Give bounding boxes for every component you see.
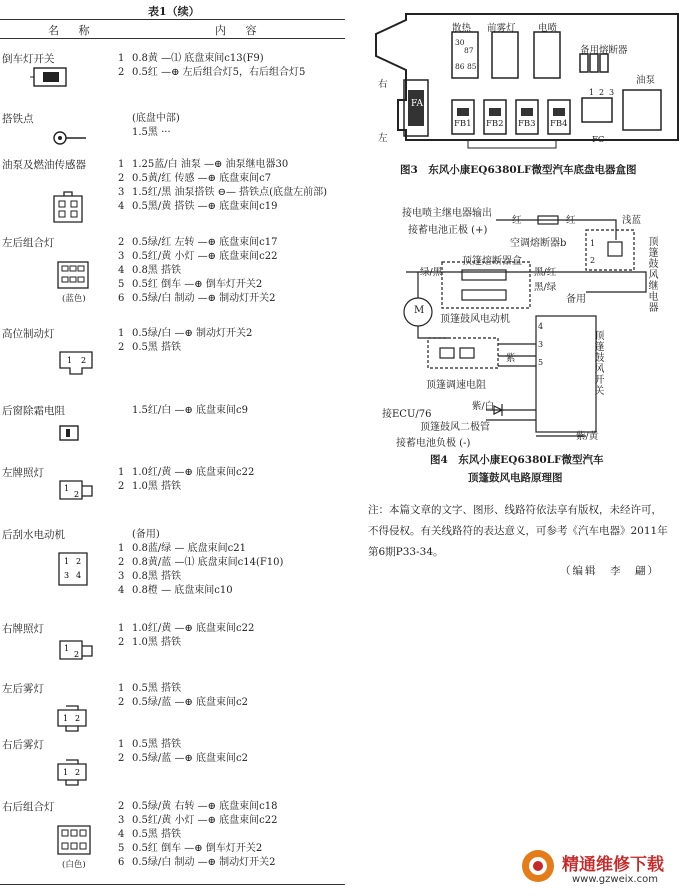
fig3-label-efi: 电喷 <box>538 23 558 34</box>
wire-description: 0.8黄 —⑴ 底盘束间c13(F9) <box>132 53 264 64</box>
pin-number: 4 <box>118 829 125 840</box>
fig3-pin-86: 86 <box>455 62 465 71</box>
wire-description: 1.0红/黄 —⊕ 底盘束间c22 <box>132 467 255 478</box>
connector-right-rear-fog <box>54 758 90 788</box>
row-content <box>118 622 254 650</box>
content-line <box>118 752 248 766</box>
content-line <box>118 682 248 696</box>
fig3-label-fb1: FB1 <box>454 119 472 129</box>
wire-description: 0.5黑 搭铁 <box>132 342 182 353</box>
connector-color-white: (白色) <box>62 860 86 870</box>
fig3-label-front-fog: 前雾灯 <box>487 23 516 34</box>
row-content <box>118 466 254 494</box>
row-name: 高位制动灯 <box>2 328 55 340</box>
fig4-fusebox-label: 顶篷熔断器盒 <box>462 256 522 267</box>
content-line <box>118 186 327 200</box>
content-line <box>118 341 252 355</box>
pin-number: 2 <box>118 481 125 492</box>
pin-number: 1 <box>118 159 125 170</box>
wire-description: 0.5绿/红 左转 —⊕ 底盘束间c17 <box>132 237 278 248</box>
row-name: 倒车灯开关 <box>2 53 55 65</box>
wire-description: 0.5红/黄 小灯 —⊕ 底盘束间c22 <box>132 251 278 262</box>
fig4-pin-5: 5 <box>538 358 544 367</box>
pin-number: 5 <box>118 843 125 854</box>
col-header-content: 内 容 <box>215 24 265 37</box>
svg-text:2: 2 <box>75 768 81 777</box>
content-line <box>118 172 327 186</box>
wire-description: 0.8蓝/绿 — 底盘束间c21 <box>132 543 246 554</box>
row-content <box>118 682 248 710</box>
fig4-pin-1: 1 <box>590 239 596 248</box>
pin-number: 2 <box>118 173 125 184</box>
fig3-fc-pin3: 3 <box>609 88 615 97</box>
svg-text:1: 1 <box>64 644 70 653</box>
svg-text:1: 1 <box>64 557 70 566</box>
fig4-black-green: 黑/绿 <box>534 282 557 293</box>
wire-description: 0.5黑/黄 搭铁 —⊕ 底盘束间c19 <box>132 201 278 212</box>
pin-number: 3 <box>118 251 125 262</box>
connector-left-rear-combo <box>56 260 92 290</box>
fig3-label-fb4: FB4 <box>550 119 568 129</box>
fig4-resistor-label: 顶篷调速电阻 <box>426 380 486 391</box>
pin-number: 2 <box>118 637 125 648</box>
wire-description: 0.5黑 搭铁 <box>132 829 182 840</box>
connector-color-blue: (蓝色) <box>62 294 86 304</box>
wire-description: (备用) <box>132 529 160 540</box>
fig4-red-2: 红 <box>566 215 576 226</box>
row-content <box>118 112 180 140</box>
wire-description: 0.5红 倒车 —⊕ 倒车灯开关2 <box>132 843 263 854</box>
fig4-purple: 紫 <box>506 353 516 364</box>
fig4-motor-label: 顶篷鼓风电动机 <box>440 314 510 325</box>
pin-number: 1 <box>118 623 125 634</box>
fig4-green-black: 绿/黑 <box>420 267 443 278</box>
pin-number: 5 <box>118 279 125 290</box>
wire-description: (底盘中部) <box>132 113 180 124</box>
connector-reverse-switch <box>30 65 74 91</box>
fig4-motor-m: M <box>414 305 425 316</box>
fig4-relay-label: 顶篷鼓风继电器 <box>646 236 657 313</box>
fig4-main-relay-label: 接电喷主继电器输出 <box>402 208 492 219</box>
content-line <box>118 556 283 570</box>
fig3-label-radiator: 散热 <box>452 23 472 34</box>
connector-left-license <box>58 478 102 504</box>
fig4-switch-label: 顶篷鼓风开关 <box>592 330 603 396</box>
wire-description: 1.5红/白 —⊕ 底盘束间c9 <box>132 405 248 416</box>
fig3-label-fuel-pump: 油泵 <box>636 75 656 86</box>
row-content <box>118 528 283 598</box>
row-name: 左牌照灯 <box>2 467 44 479</box>
content-line <box>118 250 278 264</box>
pin-number: 2 <box>118 801 125 812</box>
pin-number: 2 <box>118 557 125 568</box>
fig4-pin-4: 4 <box>538 322 544 331</box>
wire-description: 0.5绿/黄 右转 —⊕ 底盘束间c18 <box>132 801 278 812</box>
row-name: 右后组合灯 <box>2 801 55 813</box>
pin-number: 1 <box>118 467 125 478</box>
pin-number: 1 <box>118 683 125 694</box>
fig4-diode-label: 顶篷鼓风二极管 <box>420 422 490 433</box>
content-line <box>118 542 283 556</box>
fig4-red-1: 红 <box>512 215 522 226</box>
fig4-batt-pos-label: 接蓄电池正极 (+) <box>408 225 488 236</box>
connector-right-rear-combo <box>54 822 94 860</box>
connector-high-brake <box>56 348 96 378</box>
content-line <box>118 814 278 828</box>
content-line <box>118 842 278 856</box>
fig3-caption: 图3 东风小康EQ6380LF微型汽车底盘电器盒图 <box>400 164 637 176</box>
svg-text:2: 2 <box>74 650 80 659</box>
fig4-purple-yellow: 紫/黄 <box>576 431 599 442</box>
wire-description: 0.8黑 搭铁 <box>132 265 182 276</box>
wire-description: 0.5黄/红 传感 —⊕ 底盘束间c7 <box>132 173 272 184</box>
content-line <box>118 52 305 66</box>
col-header-name: 名 称 <box>48 24 98 37</box>
content-line <box>118 528 283 542</box>
row-name: 左后雾灯 <box>2 683 44 695</box>
content-line <box>118 404 248 418</box>
row-name: 左后组合灯 <box>2 237 55 249</box>
wire-description: 0.5绿/蓝 —⊕ 底盘束间c2 <box>132 753 248 764</box>
fig4-spare-label: 备用 <box>566 294 586 305</box>
content-line <box>118 480 254 494</box>
pin-number: 1 <box>118 543 125 554</box>
content-line <box>118 327 252 341</box>
svg-text:3: 3 <box>64 571 70 580</box>
wire-description: 0.5红 倒车 —⊕ 倒车灯开关2 <box>132 279 263 290</box>
pin-number: 3 <box>118 187 125 198</box>
content-line <box>118 466 254 480</box>
fig3-label-left: 左 <box>378 133 388 144</box>
wire-description: 1.25蓝/白 油泵 —⊕ 油泵继电器30 <box>132 159 289 170</box>
content-line <box>118 570 283 584</box>
pin-number: 2 <box>118 67 125 78</box>
pin-number: 4 <box>118 201 125 212</box>
pin-number: 2 <box>118 753 125 764</box>
wire-description: 1.5红/黑 油泵搭铁 ⊖— 搭铁点(底盘左前部) <box>132 187 327 198</box>
wire-description: 0.5红 —⊕ 左后组合灯5，右后组合灯5 <box>132 67 306 78</box>
fig3-label-fc: FC <box>592 135 605 145</box>
wire-description: 0.5绿/白 制动 —⊕ 制动灯开关2 <box>132 293 276 304</box>
row-name: 油泵及燃油传感器 <box>2 159 86 171</box>
fig3-label-fa: FA <box>411 99 423 109</box>
editor-credit: （编辑 李 翩） <box>560 565 660 577</box>
content-line <box>118 236 278 250</box>
row-name: 后刮水电动机 <box>2 529 65 541</box>
fig4-caption: 图4 东风小康EQ6380LF微型汽车 <box>430 454 604 466</box>
wire-description: 0.8黄/蓝 —⑴ 底盘束间c14(F10) <box>132 557 284 568</box>
pin-number: 3 <box>118 571 125 582</box>
fig4-purple-white: 紫/白 <box>472 401 495 412</box>
pin-number: 6 <box>118 857 125 868</box>
content-line <box>118 292 278 306</box>
content-line <box>118 126 180 140</box>
wire-description: 0.5绿/白 制动 —⊕ 制动灯开关2 <box>132 857 276 868</box>
svg-text:2: 2 <box>74 490 80 499</box>
pin-number: 3 <box>118 815 125 826</box>
pin-number: 2 <box>118 697 125 708</box>
table-title: 表1（续） <box>148 5 200 18</box>
wire-description: 1.0红/黄 —⊕ 底盘束间c22 <box>132 623 255 634</box>
row-content <box>118 158 327 214</box>
fig3-pin-87: 87 <box>464 46 474 55</box>
fig4-light-blue: 浅蓝 <box>622 215 642 226</box>
content-line <box>118 856 278 870</box>
ground-point-icon <box>50 128 90 148</box>
wire-description: 0.5绿/白 —⊕ 制动灯开关2 <box>132 328 253 339</box>
pin-number: 4 <box>118 265 125 276</box>
row-name: 搭铁点 <box>2 113 34 125</box>
connector-left-rear-fog <box>54 704 90 734</box>
pin-number: 2 <box>118 237 125 248</box>
fig3-label-fb2: FB2 <box>486 119 504 129</box>
content-line <box>118 278 278 292</box>
svg-text:1: 1 <box>63 714 69 723</box>
connector-rear-wiper <box>56 550 90 588</box>
content-line <box>118 584 283 598</box>
wire-description: 1.5黑 ··· <box>132 127 171 138</box>
fig3-label-fb3: FB3 <box>518 119 536 129</box>
fig4-batt-neg-label: 接蓄电池负极 (-) <box>396 438 471 449</box>
fig3-fc-pin2: 2 <box>599 88 605 97</box>
fig4-pin-3: 3 <box>538 340 544 349</box>
fig4-caption-2: 顶篷鼓风电路原理图 <box>468 472 563 484</box>
wire-description: 0.5红/黄 小灯 —⊕ 底盘束间c22 <box>132 815 278 826</box>
pin-number: 6 <box>118 293 125 304</box>
svg-text:2: 2 <box>75 714 81 723</box>
wire-description: 1.0黑 搭铁 <box>132 637 182 648</box>
svg-text:4: 4 <box>76 571 82 580</box>
content-line <box>118 158 327 172</box>
copyright-note: 注：本篇文章的文字、图形、线路符依法享有版权，未经许可，不得侵权。有关线路符的表达意义，可参考《汽车电器》2011年第6期P33-34。 <box>368 504 668 558</box>
fig3-fc-pin1: 1 <box>589 88 595 97</box>
row-content <box>118 52 305 80</box>
row-name: 后窗除霜电阻 <box>2 405 65 417</box>
row-content <box>118 236 278 306</box>
content-line <box>118 622 254 636</box>
row-content <box>118 800 278 870</box>
row-name: 右牌照灯 <box>2 623 44 635</box>
pin-number: 2 <box>118 342 125 353</box>
wire-description: 1.0黑 搭铁 <box>132 481 182 492</box>
row-content <box>118 327 252 355</box>
wire-description: 0.5黑 搭铁 <box>132 683 182 694</box>
svg-text:2: 2 <box>76 557 82 566</box>
connector-defroster <box>58 424 82 444</box>
content-line <box>118 828 278 842</box>
svg-text:1: 1 <box>64 484 70 493</box>
content-line <box>118 636 254 650</box>
content-line <box>118 66 305 80</box>
table-bottom-rule <box>0 884 345 885</box>
pin-number: 1 <box>118 739 125 750</box>
fig3-pin-85: 85 <box>467 62 477 71</box>
svg-text:1: 1 <box>67 356 73 365</box>
wire-description: 0.8橙 — 底盘束间c10 <box>132 585 233 596</box>
watermark-text: 精通维修下载 <box>562 855 664 875</box>
row-content <box>118 404 248 418</box>
content-line <box>118 696 248 710</box>
watermark-logo-icon <box>518 846 558 886</box>
connector-fuel-pump <box>48 190 88 228</box>
row-content <box>118 738 248 766</box>
table-header-rule <box>0 38 345 39</box>
wire-description: 0.8黑 搭铁 <box>132 571 182 582</box>
fig3-label-right: 右 <box>378 79 388 90</box>
svg-text:2: 2 <box>81 356 87 365</box>
wire-description: 0.5绿/蓝 —⊕ 底盘束间c2 <box>132 697 248 708</box>
wire-description: 0.5黑 搭铁 <box>132 739 182 750</box>
fig3-label-spare-fuse: 备用熔断器 <box>580 45 628 56</box>
pin-number: 4 <box>118 585 125 596</box>
watermark-url: www.gzweix.com <box>572 874 658 885</box>
pin-number: 1 <box>118 53 125 64</box>
connector-right-license <box>58 638 102 664</box>
fig4-ecu-label: 接ECU/76 <box>382 409 432 420</box>
svg-text:1: 1 <box>63 768 69 777</box>
fig4-pin-2: 2 <box>590 256 596 265</box>
row-name: 右后雾灯 <box>2 739 44 751</box>
content-line <box>118 738 248 752</box>
table-top-rule <box>0 19 345 20</box>
fig4-black-red: 黑/红 <box>534 267 557 278</box>
fig3-pin-30: 30 <box>455 38 465 47</box>
content-line <box>118 112 180 126</box>
content-line <box>118 800 278 814</box>
content-line <box>118 200 327 214</box>
pin-number: 1 <box>118 328 125 339</box>
fig4-fuse-b-label: 空调熔断器b <box>510 238 567 249</box>
content-line <box>118 264 278 278</box>
